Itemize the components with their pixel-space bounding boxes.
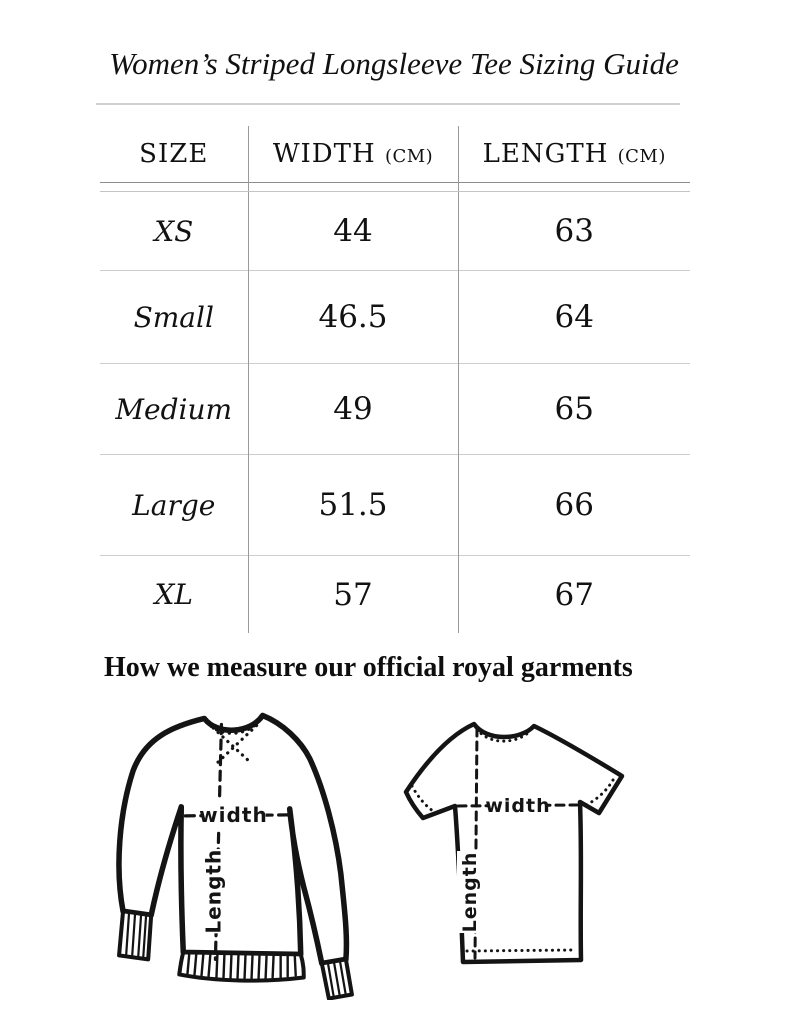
width-cell-medium: 49 (248, 364, 458, 455)
table-row-xl (100, 556, 690, 634)
sweater-outline (119, 715, 346, 963)
size-cell-xs: XS (154, 214, 194, 248)
title-divider (96, 103, 680, 105)
sweater-illustration (107, 708, 373, 1000)
length-header-label: LENGTH (482, 139, 609, 169)
width-cell-xl: 57 (248, 556, 458, 634)
width-cell-small: 46.5 (248, 271, 458, 364)
size-header-label: SIZE (139, 139, 209, 169)
table-row-xs (100, 192, 690, 271)
header-rule-cell (100, 183, 248, 192)
width-header-unit: (CM) (384, 146, 434, 167)
size-cell-large: Large (100, 455, 248, 556)
size-cell-xl: XL (100, 556, 248, 634)
tee-outline (406, 724, 622, 962)
length-cell-xs: 63 (554, 213, 594, 249)
sweater-width-label: width (199, 802, 268, 827)
sweater-length-label: Length (201, 848, 226, 934)
length-cell-xl: 67 (458, 556, 690, 634)
column-header-length (458, 126, 690, 183)
sizing-table (100, 126, 690, 633)
length-cell-large: 66 (458, 455, 690, 556)
length-header-unit: (CM) (617, 146, 666, 167)
table-row-medium (100, 364, 690, 455)
column-header-size (100, 126, 248, 183)
column-header-width (248, 126, 458, 183)
tee-width-label: width (485, 795, 551, 817)
width-cell-xs: 44 (248, 192, 458, 271)
table-row-small (100, 271, 690, 364)
header-double-rule (100, 183, 690, 192)
size-cell-medium: Medium (100, 364, 248, 455)
tee-illustration (403, 718, 633, 980)
sweater-hem-band (179, 952, 303, 980)
size-cell-small: Small (100, 271, 248, 364)
width-header-label: WIDTH (272, 139, 376, 169)
header-rule-cell (248, 183, 458, 192)
table-row-large (100, 455, 690, 556)
length-cell-small: 64 (458, 271, 690, 364)
page-title: Women’s Striped Longsleeve Tee Sizing Guide (109, 46, 679, 81)
header-rule-cell (458, 183, 690, 192)
length-cell-medium: 65 (458, 364, 690, 455)
table-header-row (100, 126, 690, 183)
width-cell-large: 51.5 (248, 455, 458, 556)
measure-section-heading: How we measure our official royal garments (104, 652, 633, 683)
tee-length-label: Length (459, 851, 481, 933)
